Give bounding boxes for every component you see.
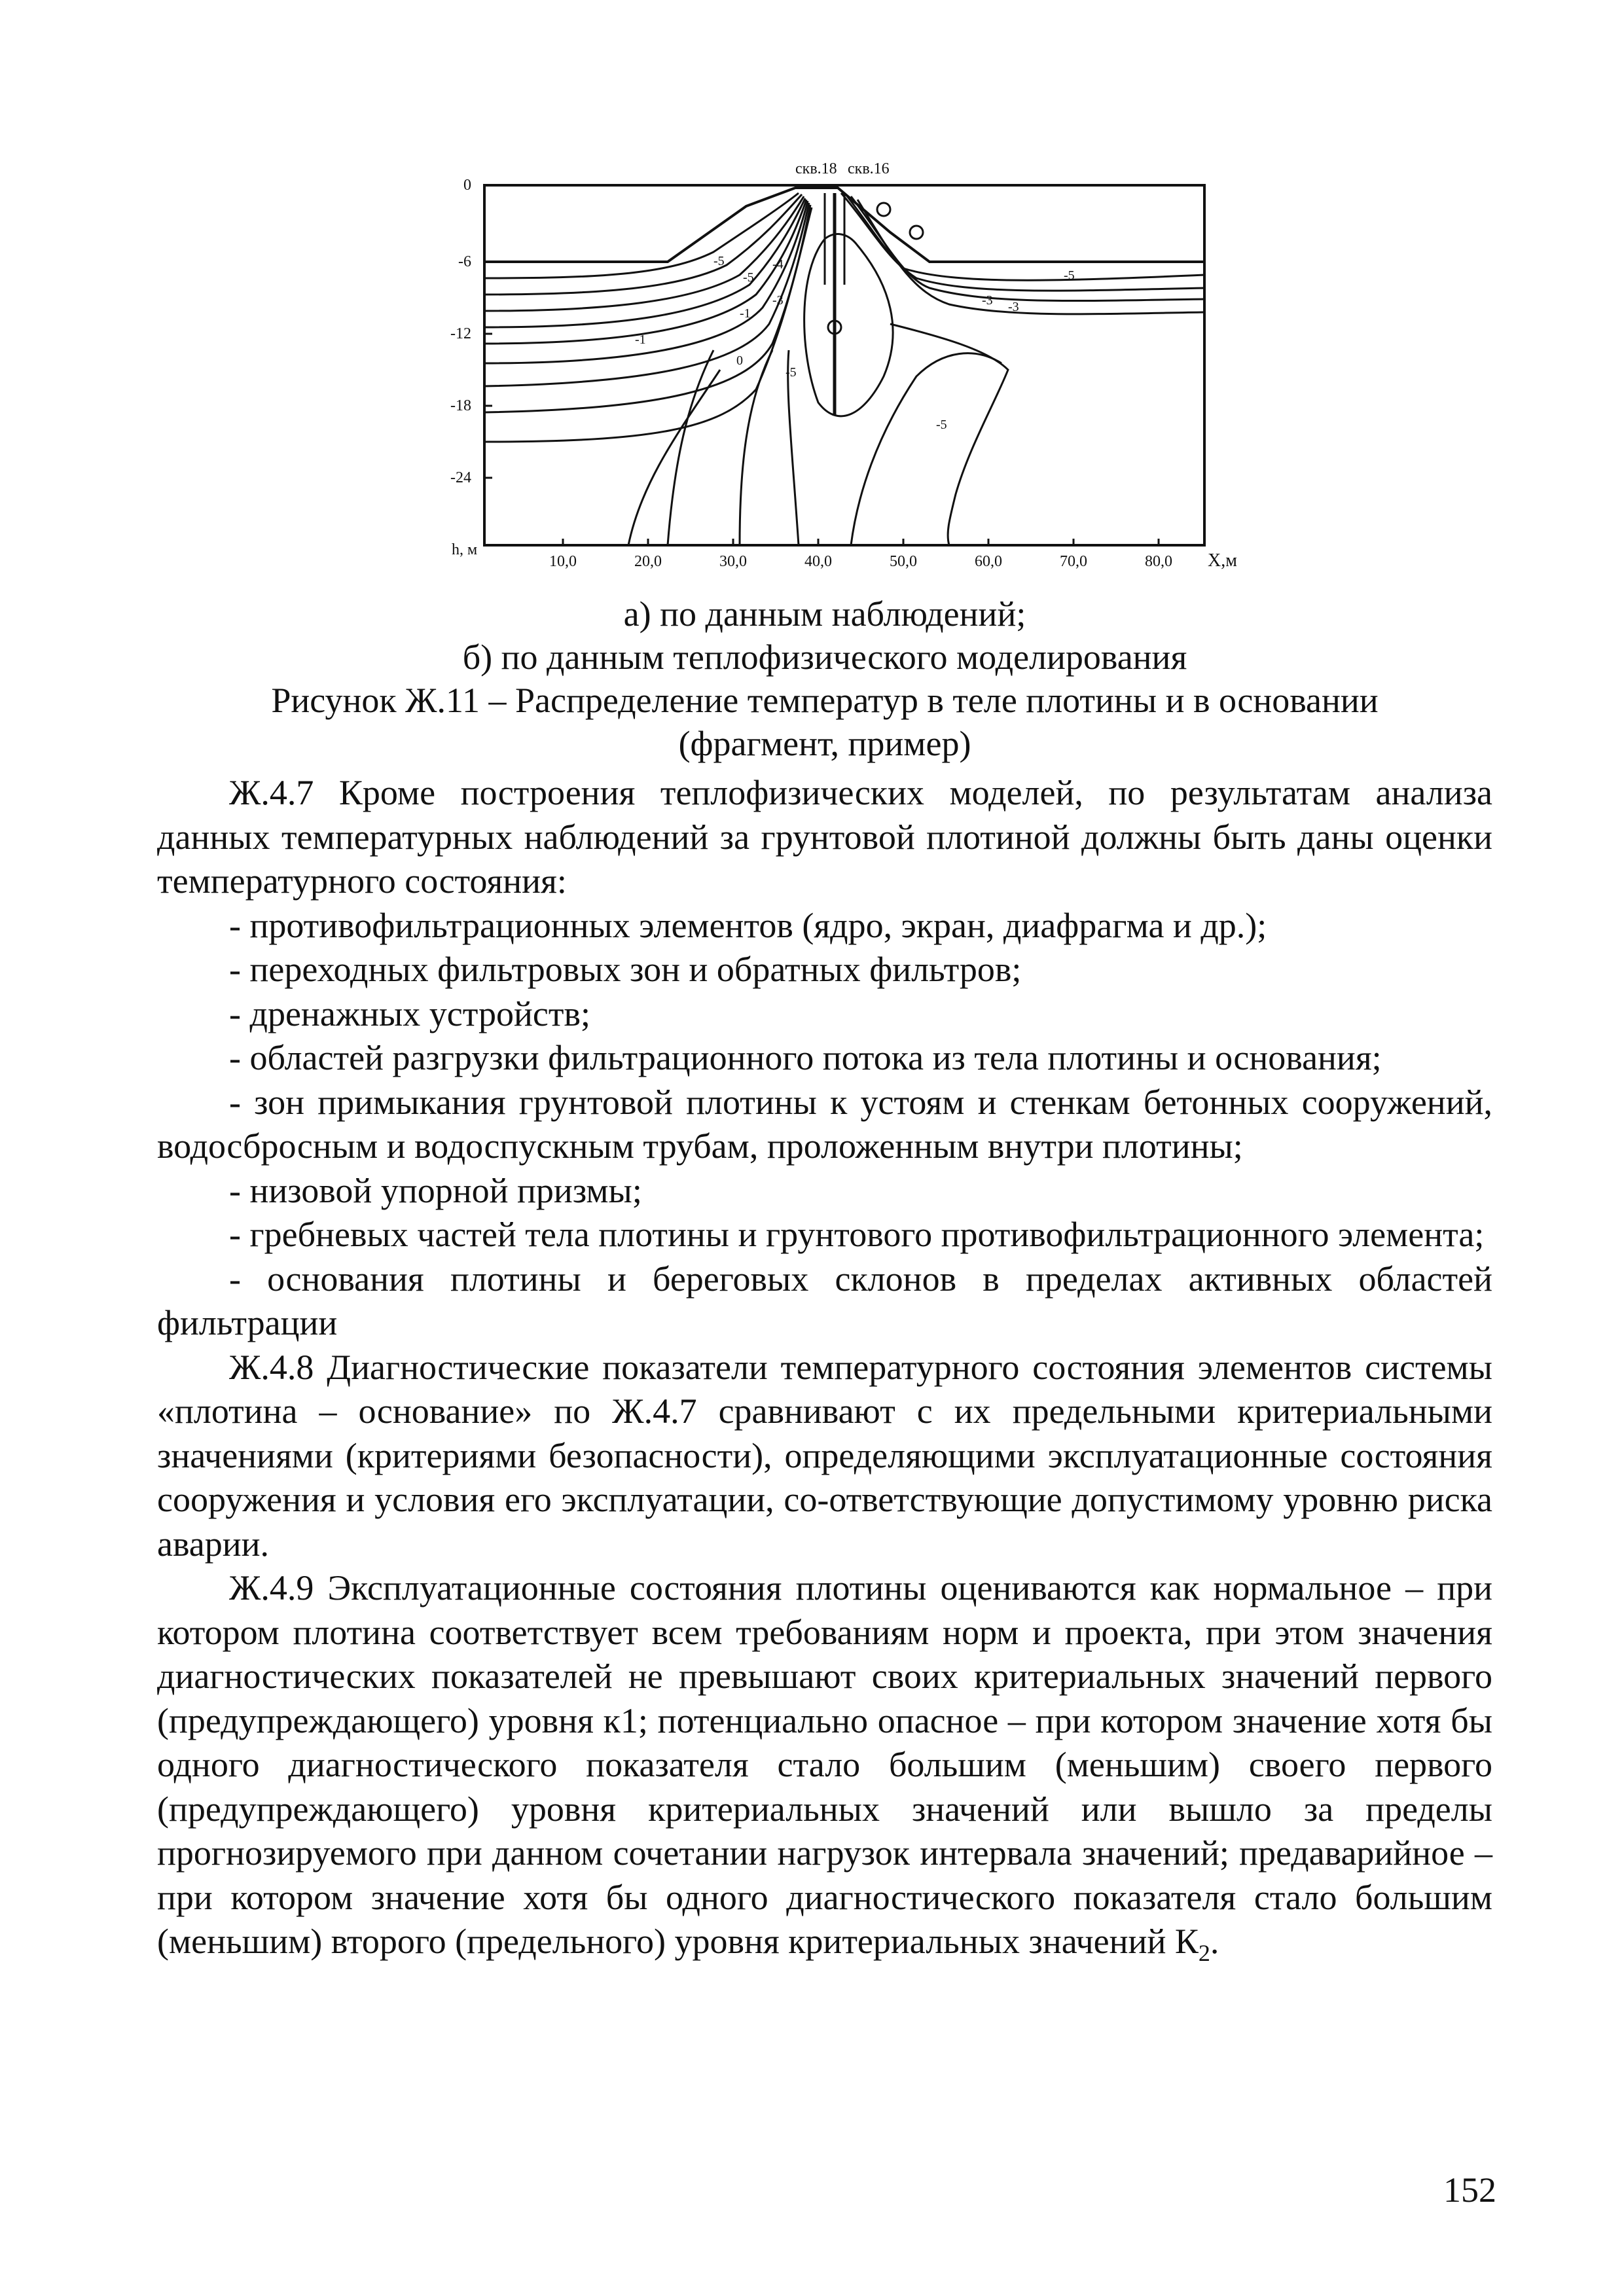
paragraph-4-8: Ж.4.8 Диагностические показатели температурного состояния элементов системы «плотина – основание» по Ж.4.7 сравнивают с их предельными критериальными значениями (критериями безопасности), определяющими эксплуатационные состояния сооружения и условия его эксплуатации, со-ответствующие допустимому уровню риска аварии. xyxy=(157,1347,1492,1564)
list-item: - переходных фильтровых зон и обратных фильтров; xyxy=(229,950,1022,989)
contour-label: -5 xyxy=(936,418,947,432)
temperature-contour-figure xyxy=(432,154,1257,579)
well-label-16: скв.16 xyxy=(848,160,890,177)
x-tick-4: 50,0 xyxy=(890,553,917,570)
list-item: - зон примыкания грунтовой плотины к устоям и стенкам бетонных сооружений, водосбросным и водоспускным трубам, проложенным внутри плотины; xyxy=(157,1082,1492,1166)
y-tick-3: -18 xyxy=(450,397,471,414)
body-text xyxy=(157,771,1492,1975)
list-item: - основания плотины и береговых склонов в пределах активных областей фильтрации xyxy=(157,1259,1492,1342)
subscript-2: 2 xyxy=(1198,1939,1210,1966)
x-tick-6: 70,0 xyxy=(1060,553,1087,570)
page-number: 152 xyxy=(1443,2170,1496,2210)
x-tick-1: 20,0 xyxy=(634,553,662,570)
core-isotherm xyxy=(804,234,893,416)
contour-label: -5 xyxy=(1064,268,1075,283)
x-tick-5: 60,0 xyxy=(975,553,1002,570)
contour-label: -3 xyxy=(982,293,993,308)
paragraph-4-9 xyxy=(157,1566,1492,1975)
contour-lines xyxy=(484,193,1204,545)
figure-title-2: (фрагмент, пример) xyxy=(678,724,971,763)
contour-label: -3 xyxy=(772,293,784,308)
caption-sub-a: а) по данным наблюдений; xyxy=(623,594,1026,634)
list-item: - противофильтрационных элементов (ядро, экран, диафрагма и др.); xyxy=(229,905,1267,945)
contour-label: -1 xyxy=(740,306,751,321)
paragraph-4-7: Ж.4.7 Кроме построения теплофизических моделей, по результатам анализа данных температурных наблюдений за грунтовой плотиной должны быть даны оценки температурного состояния: xyxy=(157,773,1492,901)
y-tick-0: 0 xyxy=(463,177,471,194)
y-tick-4: -24 xyxy=(450,469,471,486)
list-item: - низовой упорной призмы; xyxy=(229,1170,642,1210)
contour-label: -4 xyxy=(772,257,784,272)
x-tick-3: 40,0 xyxy=(804,553,832,570)
list-item: - гребневых частей тела плотины и грунтового противофильтрационного элемента; xyxy=(229,1215,1485,1254)
contour-plot xyxy=(432,154,1257,579)
well-label-18: скв.18 xyxy=(795,160,837,177)
y-axis-label: h, м xyxy=(452,541,478,558)
figure-caption-block xyxy=(157,592,1492,765)
x-tick-7: 80,0 xyxy=(1145,553,1172,570)
y-tick-2: -12 xyxy=(450,325,471,342)
contour-label: -5 xyxy=(713,254,725,268)
caption-sub-b: б) по данным теплофизического моделирования xyxy=(462,637,1187,677)
contour-label: -5 xyxy=(743,270,754,285)
contour-label: -3 xyxy=(1008,300,1019,314)
paragraph-4-9-text: Ж.4.9 Эксплуатационные состояния плотины оцениваются как нормальное – при котором плотина соответствует всем требованиям норм и проекта, при этом значения диагностических показателей не превышают своих критериальных значений первого (предупреждающего) уровня к1; потенциально опасное – при котором значение хотя бы одного диагностического показателя стало большим (меньшим) своего первого (предупреждающего) уровня критериальных значений или вышло за пределы прогнозируемого при данном сочетании нагрузок интервала значений; предаварийное – при котором значение хотя бы одного диагностического показателя стало большим (меньшим) второго (предельного) уровня критериальных значений К xyxy=(157,1568,1492,1961)
x-axis-label: X,м xyxy=(1208,550,1237,571)
figure-title: Рисунок Ж.11 – Распределение температур в теле плотины и в основании xyxy=(271,681,1379,720)
list-item: - областей разгрузки фильтрационного потока из тела плотины и основания; xyxy=(229,1038,1382,1077)
contour-label: -1 xyxy=(635,332,646,347)
x-tick-0: 10,0 xyxy=(549,553,577,570)
list-item: - дренажных устройств; xyxy=(229,994,590,1033)
y-tick-1: -6 xyxy=(458,253,471,270)
contour-label: -5 xyxy=(785,365,797,380)
x-tick-2: 30,0 xyxy=(719,553,747,570)
contour-label: 0 xyxy=(736,353,743,368)
paragraph-4-9-end: . xyxy=(1210,1922,1219,1961)
